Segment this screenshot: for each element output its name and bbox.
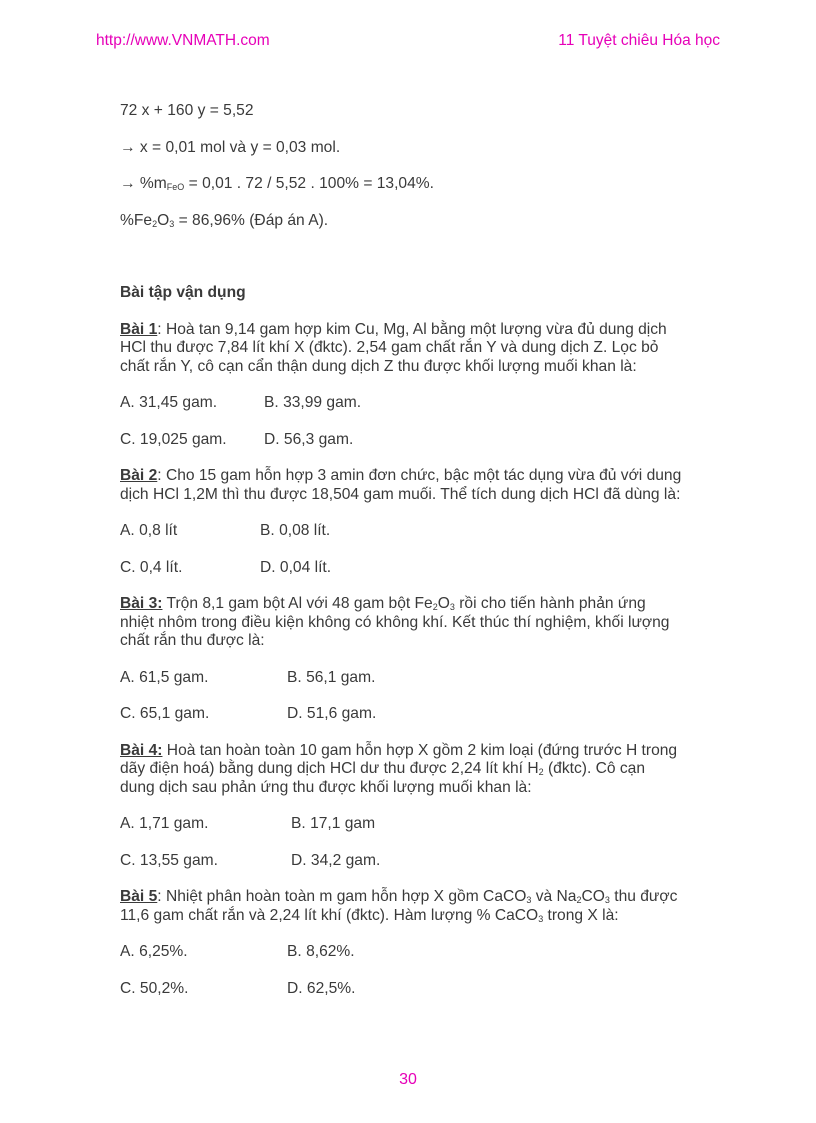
option: B. 56,1 gam. bbox=[287, 668, 376, 686]
exercise-label: Bài 4: bbox=[120, 741, 163, 759]
exercise-5: Bài 5: Nhiệt phân hoàn toàn m gam hỗn hợp X gồm CaCO$_3$ và $Na_2CO_3$ thu được 11,6 gam chất rắn và 2,24 lít khí (đktc). Hàm lượng % CaCO$_3$ trong X là: bbox=[120, 888, 678, 924]
exercise-4-options-ab bbox=[120, 815, 720, 834]
page-content bbox=[120, 102, 720, 998]
page-header bbox=[96, 32, 720, 52]
option: C. 50,2%. bbox=[120, 979, 189, 997]
option: D. 51,6 gam. bbox=[287, 705, 377, 722]
exercise-4-options-cd bbox=[120, 852, 720, 871]
option: C. 0,4 lít. bbox=[120, 558, 183, 576]
option: A. 6,25%. bbox=[120, 943, 188, 960]
exercise-label: Bài 5 bbox=[120, 888, 158, 905]
option: B. 17,1 gam bbox=[291, 815, 376, 832]
page-number: 30 bbox=[399, 1071, 417, 1088]
header-url[interactable]: http://www.VNMATH.com bbox=[96, 32, 270, 49]
section-title: Bài tập vận dụng bbox=[120, 284, 246, 301]
solution-line-1: 72 x + 160 y = 5,52 bbox=[120, 102, 254, 119]
exercise-2-options-ab bbox=[120, 522, 720, 541]
option: D. 62,5%. bbox=[287, 979, 356, 997]
option: A. 0,8 lít bbox=[120, 522, 178, 539]
exercise-3-options-ab bbox=[120, 669, 720, 688]
option: D. 0,04 lít. bbox=[260, 558, 332, 576]
exercise-3: Bài 3: Trộn 8,1 gam bột Al với 48 gam bột $Fe_2O_3$ rồi cho tiến hành phản ứng nhiệt nhôm trong điều kiện không có không khí. Kết thúc thí nghiệm, khối lượng chất rắn thu được là: bbox=[120, 595, 670, 649]
exercise-1: Bài 1: Hoà tan 9,14 gam hợp kim Cu, Mg, Al bằng một lượng vừa đủ dung dịch HCl thu được 7,84 lít khí X (đktc). 2,54 gam chất rắn Y và dung dịch Z. Lọc bỏ chất rắn Y, cô cạn cẩn thận dung dịch Z thu được khối lượng muối khan là: bbox=[120, 320, 667, 375]
option: B. 0,08 lít. bbox=[260, 522, 331, 539]
exercise-4: Bài 4: Hoà tan hoàn toàn 10 gam hỗn hợp X gồm 2 kim loại (đứng trước H trong dãy điện hoá) bằng dung dịch HCl dư thu được 2,24 lít khí $H_2$ (đktc). Cô cạn dung dịch sau phản ứng thu được khối lượng muối khan là: bbox=[120, 741, 678, 796]
option: A. 61,5 gam. bbox=[120, 668, 209, 686]
exercise-1-options-ab bbox=[120, 394, 720, 413]
exercise-2: Bài 2: Cho 15 gam hỗn hợp 3 amin đơn chức, bậc một tác dụng vừa đủ với dung dịch HCl 1,2M thì thu được 18,504 gam muối. Thể tích dung dịch HCl đã dùng là: bbox=[120, 467, 682, 503]
exercise-5-options-ab bbox=[120, 943, 720, 962]
option: D. 56,3 gam. bbox=[264, 430, 354, 448]
exercise-1-options-cd bbox=[120, 431, 720, 450]
option: C. 19,025 gam. bbox=[120, 430, 227, 448]
exercise-5-options-cd bbox=[120, 980, 720, 999]
exercise-label: Bài 2 bbox=[120, 467, 158, 484]
option: D. 34,2 gam. bbox=[291, 851, 381, 869]
exercise-label: Bài 1 bbox=[120, 320, 158, 338]
exercise-2-options-cd bbox=[120, 559, 720, 578]
solution-line-4: $\%Fe_2O_3 = 86,96\%$ (Đáp án A). bbox=[120, 211, 329, 229]
header-book-title: 11 Tuyệt chiêu Hóa học bbox=[558, 32, 720, 49]
option: C. 65,1 gam. bbox=[120, 705, 210, 722]
option: C. 13,55 gam. bbox=[120, 851, 218, 869]
solution-line-2: → x = 0,01 mol và y = 0,03 mol. bbox=[120, 138, 341, 156]
exercise-3-options-cd bbox=[120, 705, 720, 724]
option: B. 8,62%. bbox=[287, 943, 355, 960]
option: A. 31,45 gam. bbox=[120, 394, 218, 411]
option: B. 33,99 gam. bbox=[264, 394, 362, 411]
solution-line-3: → $\%m_{FeO} = 0,01$ . 72 / 5,52 . 100% = 13,04%. bbox=[120, 175, 434, 192]
option: A. 1,71 gam. bbox=[120, 815, 209, 832]
exercise-label: Bài 3: bbox=[120, 595, 163, 612]
